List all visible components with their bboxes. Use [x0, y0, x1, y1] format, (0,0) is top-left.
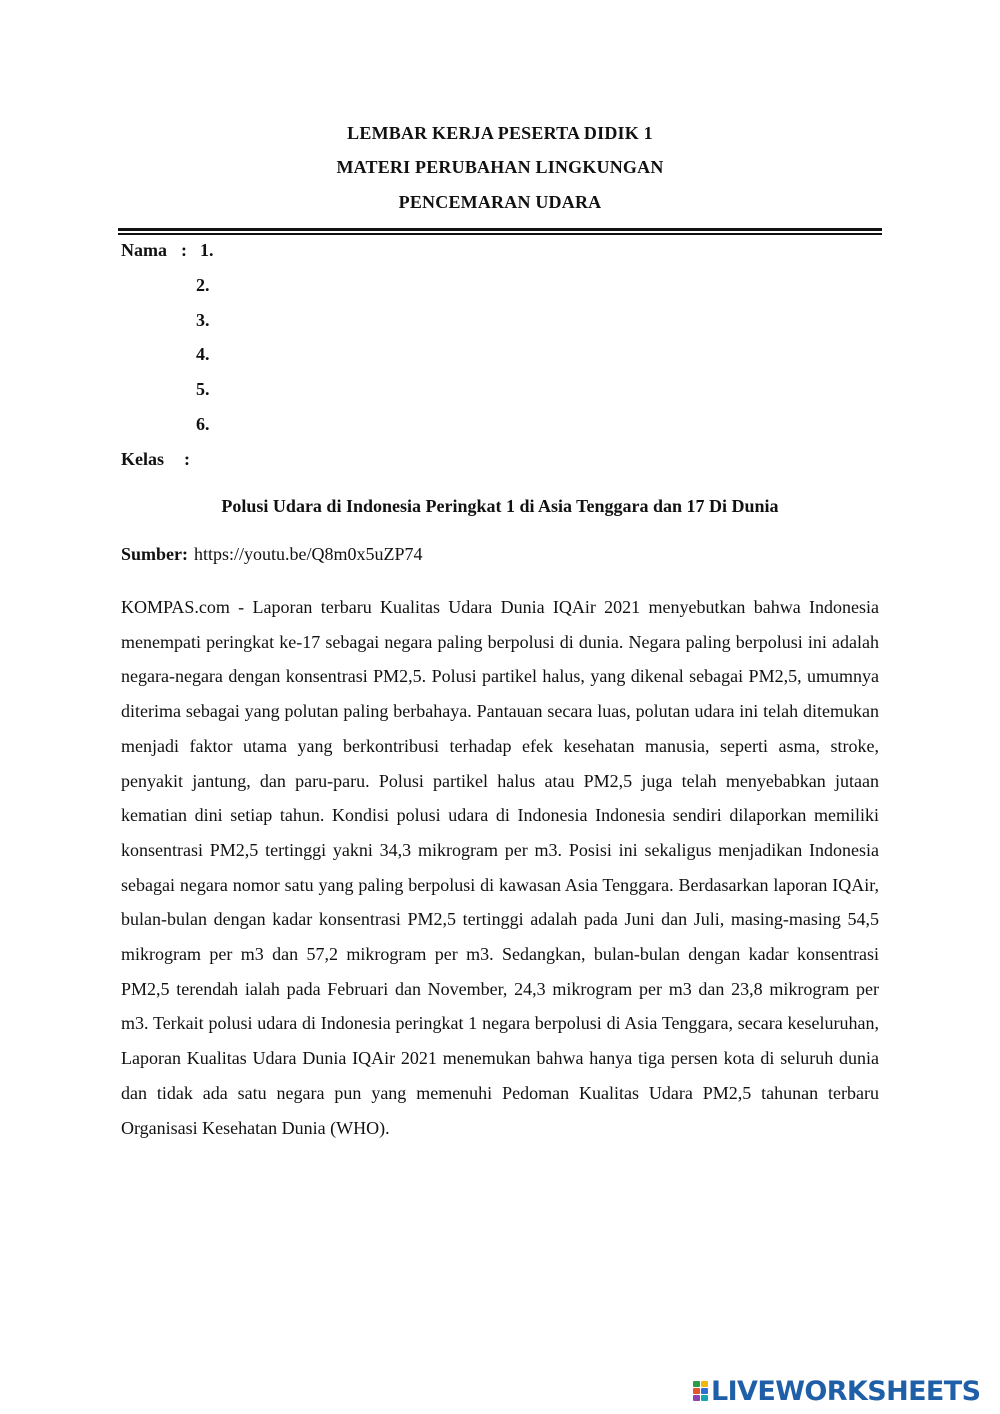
header-divider-thin	[118, 233, 882, 235]
source-label: Sumber:	[121, 544, 188, 564]
logo-square	[693, 1388, 700, 1394]
nama-number-4: 4.	[196, 344, 210, 364]
article-body: KOMPAS.com - Laporan terbaru Kualitas Udara Dunia IQAir 2021 menyebutkan bahwa Indonesia menempati peringkat ke-17 sebagai negara paling berpolusi di dunia. Negara paling berpolusi ini adalah negara-negara dengan konsentrasi PM2,5. Polusi partikel halus, yang dikenal sebagai PM2,5, umumnya diterima sebagai yang polutan paling berbahaya. Pantauan secara luas, polutan udara ini telah ditemukan menjadi faktor utama yang berkontribusi terhadap efek kesehatan manusia, seperti asma, stroke, penyakit jantung, dan paru-paru. Polusi partikel halus atau PM2,5 juga telah menyebabkan jutaan kematian dini setiap tahun. Kondisi polusi udara di Indonesia Indonesia sendiri dilaporkan memiliki konsentrasi PM2,5 tertinggi yakni 34,3 mikrogram per m3. Posisi ini sekaligus menjadikan Indonesia sebagai negara nomor satu yang paling berpolusi di kawasan Asia Tenggara. Berdasarkan laporan IQAir, bulan-bulan dengan kadar konsentrasi PM2,5 tertinggi adalah pada Juni dan Juli, masing-masing 54,5 mikrogram per m3 dan 57,2 mikrogram per m3. Sedangkan, bulan-bulan dengan kadar konsentrasi PM2,5 terendah ialah pada Februari dan November, 24,3 mikrogram per m3 dan 23,8 mikrogram per m3. Terkait polusi udara di Indonesia peringkat 1 negara berpolusi di Asia Tenggara, secara keseluruhan, Laporan Kualitas Udara Dunia IQAir 2021 menemukan bahwa hanya tiga persen kota di seluruh dunia dan tidak ada satu negara pun yang memenuhi Pedoman Kualitas Udara PM2,5 tahunan terbaru Organisasi Kesehatan Dunia (WHO).	[121, 597, 879, 1138]
logo-square	[693, 1381, 700, 1387]
kelas-label: Kelas	[121, 449, 164, 469]
worksheet-topic: PENCEMARAN UDARA	[398, 192, 602, 212]
liveworksheets-logo-icon	[693, 1381, 708, 1401]
source-line	[121, 544, 423, 565]
logo-square	[701, 1395, 708, 1401]
logo-square	[701, 1381, 708, 1387]
liveworksheets-watermark	[693, 1376, 980, 1406]
nama-number-2: 2.	[196, 275, 210, 295]
worksheet-subject: MATERI PERUBAHAN LINGKUNGAN	[336, 157, 664, 177]
nama-label: Nama	[121, 240, 167, 260]
nama-number-5: 5.	[196, 379, 210, 399]
nama-number-1: 1.	[200, 240, 214, 260]
nama-number-6: 6.	[196, 414, 210, 434]
worksheet-title: LEMBAR KERJA PESERTA DIDIK 1	[347, 123, 653, 143]
source-url: https://youtu.be/Q8m0x5uZP74	[194, 544, 423, 564]
liveworksheets-logo-text: LIVEWORKSHEETS	[711, 1375, 981, 1407]
article-title: Polusi Udara di Indonesia Peringkat 1 di Asia Tenggara dan 17 Di Dunia	[221, 496, 779, 516]
nama-colon: :	[181, 240, 187, 260]
logo-square	[701, 1388, 708, 1394]
header-divider-thick	[118, 228, 882, 231]
kelas-colon: :	[184, 449, 190, 469]
logo-square	[693, 1395, 700, 1401]
nama-number-3: 3.	[196, 310, 210, 330]
